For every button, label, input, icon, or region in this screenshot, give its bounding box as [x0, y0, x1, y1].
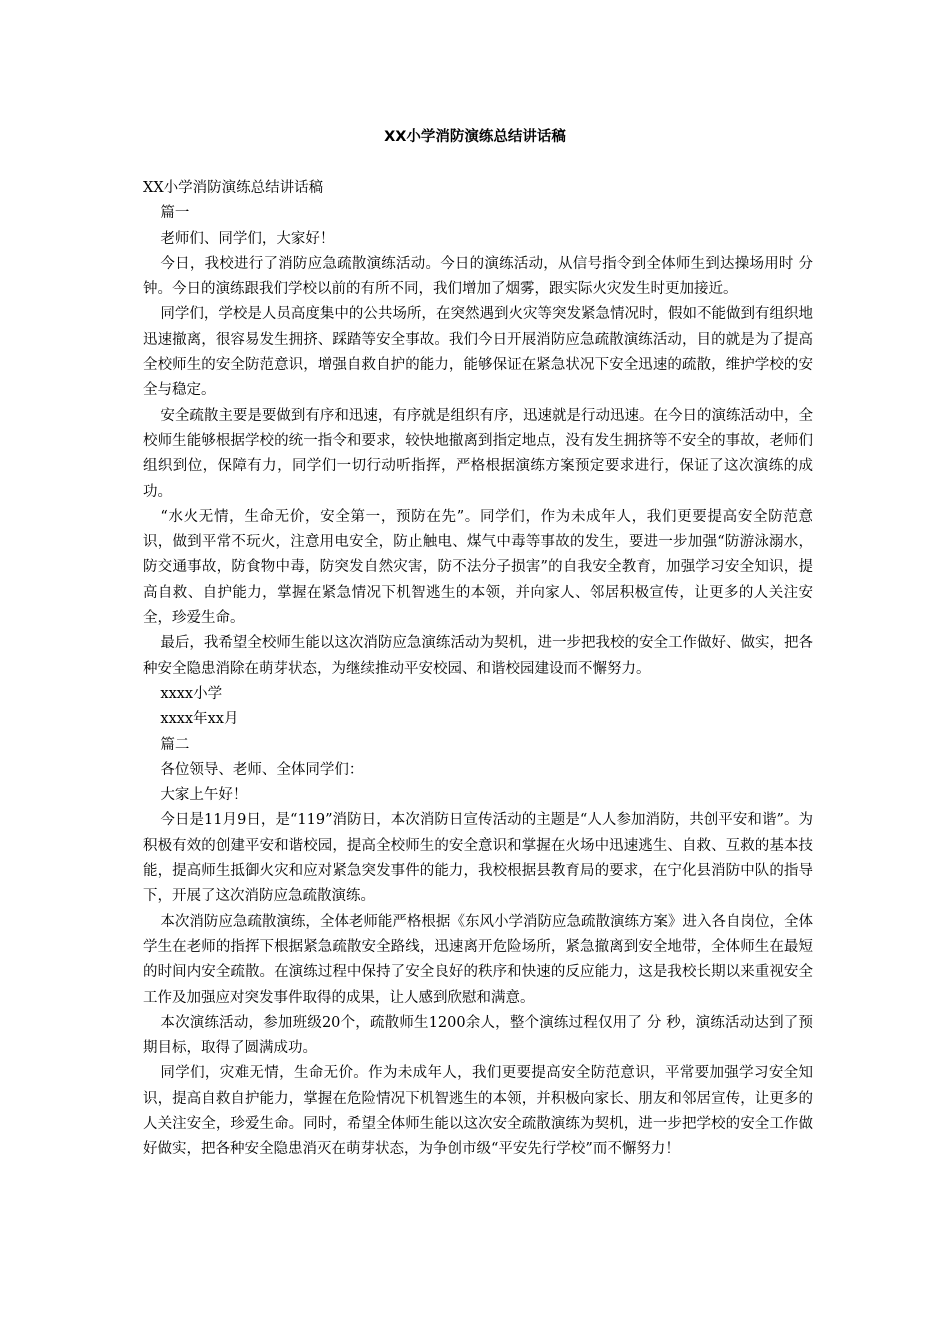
greeting: 老师们、同学们，大家好！	[160, 230, 335, 247]
body-heading: XX小学消防演练总结讲话稿	[143, 180, 324, 196]
paragraph: 最后，我希望全校师生能以这次消防应急演练活动为契机，进一步把我校的安全工作做好、做实，把各种安全隐患消除在萌芽状态，为继续推动平安校园、和谐校园建设而不懈努力。	[143, 635, 813, 677]
document-title: XX小学消防演练总结讲话稿	[384, 129, 566, 145]
paragraph: 安全疏散主要是要做到有序和迅速，有序就是组织有序，迅速就是行动迅速。在今日的演练活动中，全校师生能够根据学校的统一指令和要求，较快地撤离到指定地点，没有发生拥挤等不安全的事故，老师们组织到位，保障有力，同学们一切行动听指挥，严格根据演练方案预定要求进行，保证了这次演练的成功。	[143, 407, 813, 500]
salutation: 各位领导、老师、全体同学们：	[160, 761, 364, 778]
paragraph: 本次演练活动，参加班级20个，疏散师生1200余人，整个演练过程仅用了 分 秒，演练活动达到了预期目标，取得了圆满成功。	[143, 1014, 813, 1057]
paragraph: 同学们，灾难无情，生命无价。作为未成年人，我们更要提高安全防范意识，平常要加强学习安全知识，提高自救自护能力，掌握在危险情况下机智逃生的本领，并积极向家长、朋友和邻居宣传，让更多的人关注安全，珍爱生命。同时，希望全体师生能以这次安全疏散演练为契机，进一步把学校的安全工作做好做实，把各种安全隐患消灭在萌芽状态，为争创市级“平安先行学校”而不懈努力！	[143, 1065, 813, 1158]
paragraph: 今日，我校进行了消防应急疏散演练活动。今日的演练活动，从信号指令到全体师生到达操场用时 分钟。今日的演练跟我们学校以前的有所不同，我们增加了烟雾，跟实际火灾发生时更加接近。	[143, 255, 813, 298]
paragraph: “水火无情，生命无价，安全第一，预防在先”。同学们，作为未成年人，我们更要提高安全防范意识，做到平常不玩火，注意用电安全，防止触电、煤气中毒等事故的发生，要进一步加强“防游泳溺水，防交通事故，防食物中毒，防突发自然灾害，防不法分子损害”的自我安全教育，加强学习安全知识，提高自救、自护能力，掌握在紧急情况下机智逃生的本领，并向家人、邻居积极宣传，让更多的人关注安全，珍爱生命。	[143, 508, 813, 627]
paragraph: 本次消防应急疏散演练，全体老师能严格根据《东风小学消防应急疏散演练方案》进入各自岗位，全体学生在老师的指挥下根据紧急疏散安全路线，迅速离开危险场所，紧急撤离到安全地带，全体师生在最短的时间内安全疏散。在演练过程中保持了安全良好的秩序和快速的反应能力，这是我校长期以来重视安全工作及加强应对突发事件取得的成果，让人感到欣慰和满意。	[143, 913, 813, 1006]
signature-date: xxxx年xx月	[160, 711, 239, 728]
document-body	[143, 176, 813, 1163]
paragraph: 同学们，学校是人员高度集中的公共场所，在突然遇到火灾等突发紧急情况时，假如不能做到有组织地迅速撤离，很容易发生拥挤、踩踏等安全事故。我们今日开展消防应急疏散演练活动，目的就是为了提高全校师生的安全防范意识，增强自救自护的能力，能够保证在紧急状况下安全迅速的疏散，维护学校的安全与稳定。	[143, 306, 813, 399]
paragraph: 今日是11月9日，是“119”消防日，本次消防日宣传活动的主题是“人人参加消防，共创平安和谐”。为积极有效的创建平安和谐校园，提高全校师生的安全意识和掌握在火场中迅速逃生、自救、互救的基本技能，提高师生抵御火灾和应对紧急突发事件的能力，我校根据县教育局的要求，在宁化县消防中队的指导下，开展了这次消防应急疏散演练。	[143, 812, 813, 905]
signature-school: xxxx小学	[160, 685, 223, 702]
greeting: 大家上午好！	[160, 787, 248, 804]
section-label-1: 篇一	[160, 205, 190, 222]
section-label-2: 篇二	[160, 736, 190, 753]
